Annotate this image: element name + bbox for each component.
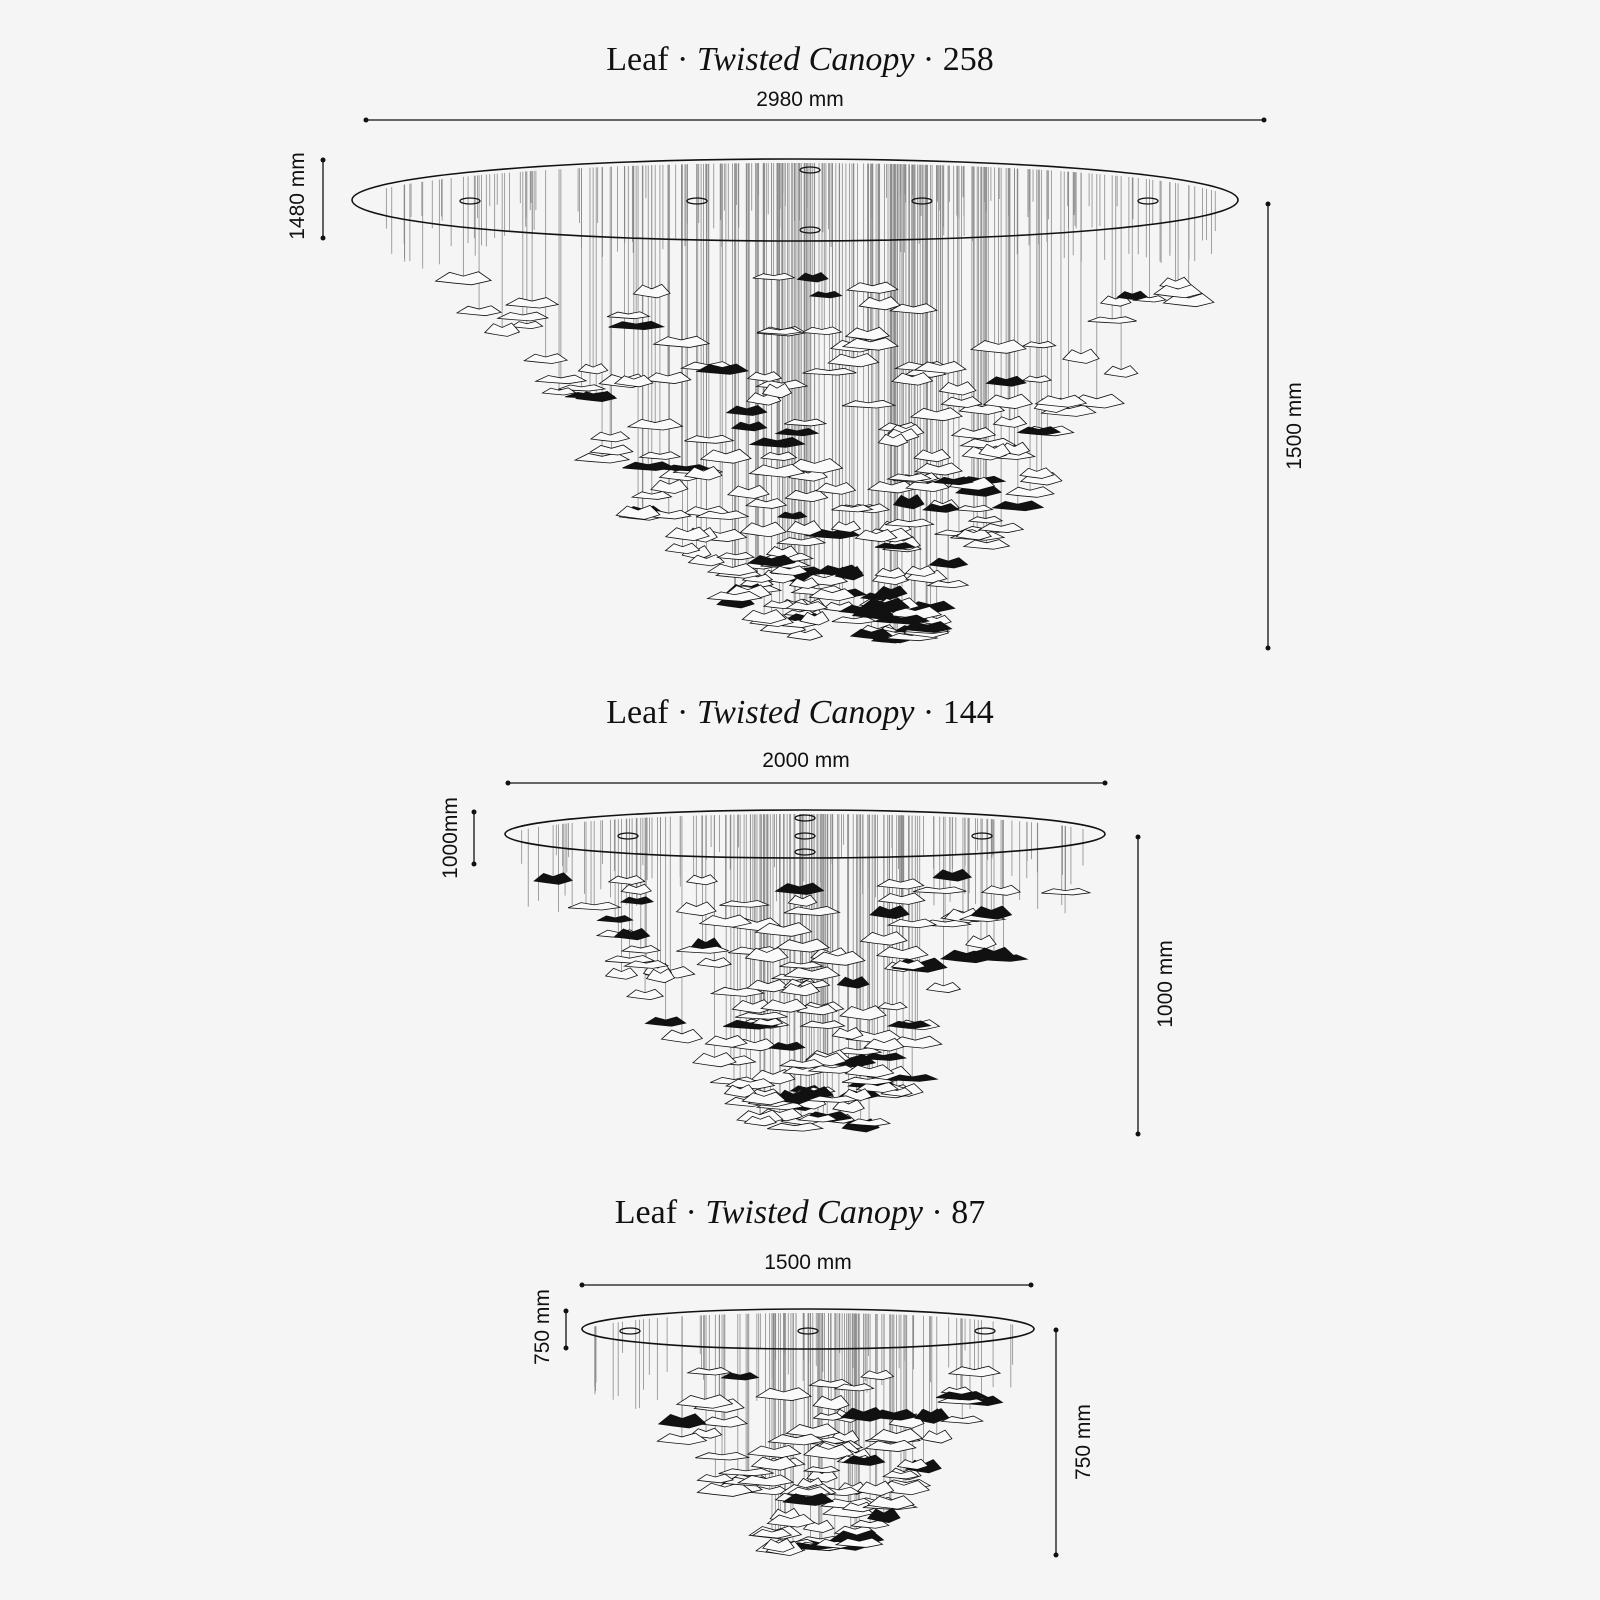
variant-2-canopy-height-label: 1000mm (439, 797, 462, 879)
variant-1-mounting-hole (687, 198, 707, 204)
variant-3-sep-2: · (931, 1194, 943, 1231)
variant-3-series: Twisted Canopy (705, 1194, 923, 1231)
variant-1-drawing (321, 118, 1271, 651)
variant-1-mounting-hole (1138, 198, 1158, 204)
variant-2-width-dimension-end (1103, 781, 1108, 786)
variant-2-drop-dimension-end (1136, 1132, 1141, 1137)
variant-3-mounting-hole (620, 1328, 640, 1334)
variant-3-drop-dimension-end (1054, 1553, 1059, 1558)
variant-1-drop-dimension-end (1266, 646, 1271, 651)
variant-2-name: Leaf (606, 694, 669, 731)
variant-2-mounting-hole (618, 833, 638, 839)
variant-3-leaves (657, 1366, 1002, 1555)
variant-3-name: Leaf (614, 1194, 678, 1231)
variant-2-width-label: 2000 mm (762, 749, 850, 772)
variant-2-count: 144 (942, 694, 994, 731)
variant-1-sep-1: · (677, 41, 689, 78)
variant-2-canopy (505, 810, 1105, 858)
variant-3-drop-label: 750 mm (1072, 1404, 1095, 1480)
variant-2-canopy-height-dimension-end (472, 862, 477, 867)
variant-1-width-dimension-end (1262, 118, 1267, 123)
variant-1-count: 258 (942, 41, 994, 78)
variant-1-drop-dimension-start (1266, 202, 1271, 207)
variant-1-canopy-height-dimension-start (321, 158, 326, 163)
variant-3-sep-1: · (685, 1194, 697, 1231)
variant-2-drawing (472, 781, 1141, 1137)
variant-2-width-dimension-start (506, 781, 511, 786)
variant-1-drop-label: 1500 mm (1283, 382, 1306, 470)
variant-3-width-dimension-start (580, 1283, 585, 1288)
variant-1-canopy-height-dimension-end (321, 236, 326, 241)
variant-3-drawing (564, 1283, 1059, 1558)
variant-2-sep-2: · (922, 694, 935, 731)
variant-3-canopy-height-dimension-end (564, 1346, 569, 1351)
variant-1-canopy-height-label: 1480 mm (286, 152, 309, 240)
variant-2-series: Twisted Canopy (696, 694, 915, 731)
variant-3-canopy-height-label: 750 mm (531, 1289, 554, 1365)
variant-2-sep-1: · (677, 694, 689, 731)
variant-2-drop-dimension-start (1136, 835, 1141, 840)
variant-3-width-label: 1500 mm (764, 1251, 852, 1274)
variant-1-width-label: 2980 mm (756, 88, 844, 111)
variant-3-canopy-height-dimension-start (564, 1309, 569, 1314)
variant-1-name: Leaf (606, 41, 669, 78)
variant-1-series: Twisted Canopy (696, 41, 915, 78)
variant-1-sep-2: · (922, 41, 935, 78)
variant-3-drop-dimension-start (1054, 1328, 1059, 1333)
variant-2-drop-label: 1000 mm (1154, 940, 1177, 1028)
variant-3-count: 87 (951, 1194, 986, 1231)
variant-2-canopy-height-dimension-start (472, 810, 477, 815)
variant-3-width-dimension-end (1029, 1283, 1034, 1288)
variant-1-width-dimension-start (364, 118, 369, 123)
